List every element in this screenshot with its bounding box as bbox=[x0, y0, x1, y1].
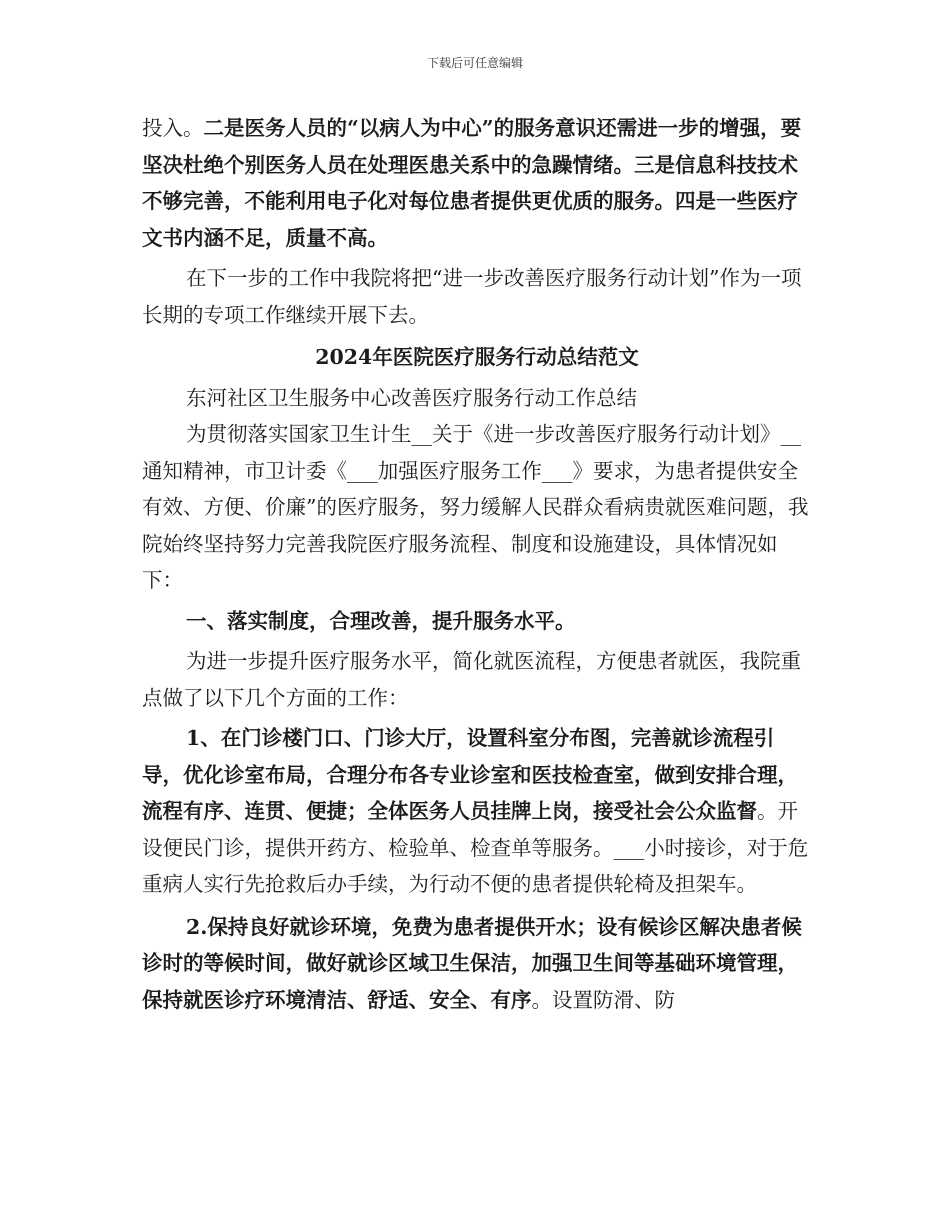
paragraph-subtitle: 东河社区卫生服务中心改善医疗服务行动工作总结 bbox=[186, 385, 637, 410]
paragraph-1 bbox=[142, 110, 812, 256]
paragraph-1-bold: 二是医务人员的“以病人为中心”的服务意识还需进一步的增强，要坚决杜绝个别医务人员在处理医患关系中的急躁情绪。三是信息科技技术不够完善，不能利用电子化对每位患者提供更优质的服务。四是一些医疗文书内涵不足，质量不高。 bbox=[142, 116, 802, 250]
paragraph-1-lead: 投入。 bbox=[142, 116, 204, 140]
document-body bbox=[142, 110, 812, 1018]
item-1-bold: 1、在门诊楼门口、门诊大厅，设置科室分布图，完善就诊流程引导，优化诊室布局，合理分布各专业诊室和医技检查室，做到安排合理，流程有序、连贯、便捷；全体医务人员挂牌上岗，接受社会公众监督 bbox=[142, 726, 798, 823]
paragraph-intro: 为贯彻落实国家卫生计生__关于《进一步改善医疗服务行动计划》__通知精神，市卫计委《___加强医疗服务工作___》要求，为患者提供安全有效、方便、价廉”的医疗服务，努力缓解人民群众看病贵就医难问题，我院始终坚持努力完善我院医疗服务流程、制度和设施建设，具体情况如下： bbox=[142, 422, 809, 592]
paragraph-section-1: 为进一步提升医疗服务水平，简化就医流程，方便患者就医，我院重点做了以下几个方面的工作： bbox=[142, 649, 801, 710]
page-header: 下载后可任意编辑 bbox=[426, 56, 523, 70]
item-2-rest: 。设置防滑、防 bbox=[531, 987, 675, 1012]
document-title: 2024年医院医疗服务行动总结范文 bbox=[315, 345, 639, 369]
section-heading-1: 一、落实制度，合理改善，提升服务水平。 bbox=[186, 608, 576, 633]
paragraph-2: 在下一步的工作中我院将把“进一步改善医疗服务行动计划”作为一项长期的专项工作继续开展下去。 bbox=[142, 266, 802, 327]
item-1-rest: 。开设便民门诊，提供开药方、检验单、检查单等服务。___小时接诊，对于危重病人实行先抢救后办手续，为行动不便的患者提供轮椅及担架车。 bbox=[142, 799, 809, 896]
paragraph-item-2 bbox=[142, 909, 812, 1019]
paragraph-item-1 bbox=[142, 720, 812, 903]
item-2-bold: 2.保持良好就诊环境，免费为患者提供开水；设有候诊区解决患者候诊时的等候时间，做好就诊区域卫生保洁，加强卫生间等基础环境管理，保持就医诊疗环境清洁、舒适、安全、有序 bbox=[142, 914, 802, 1012]
